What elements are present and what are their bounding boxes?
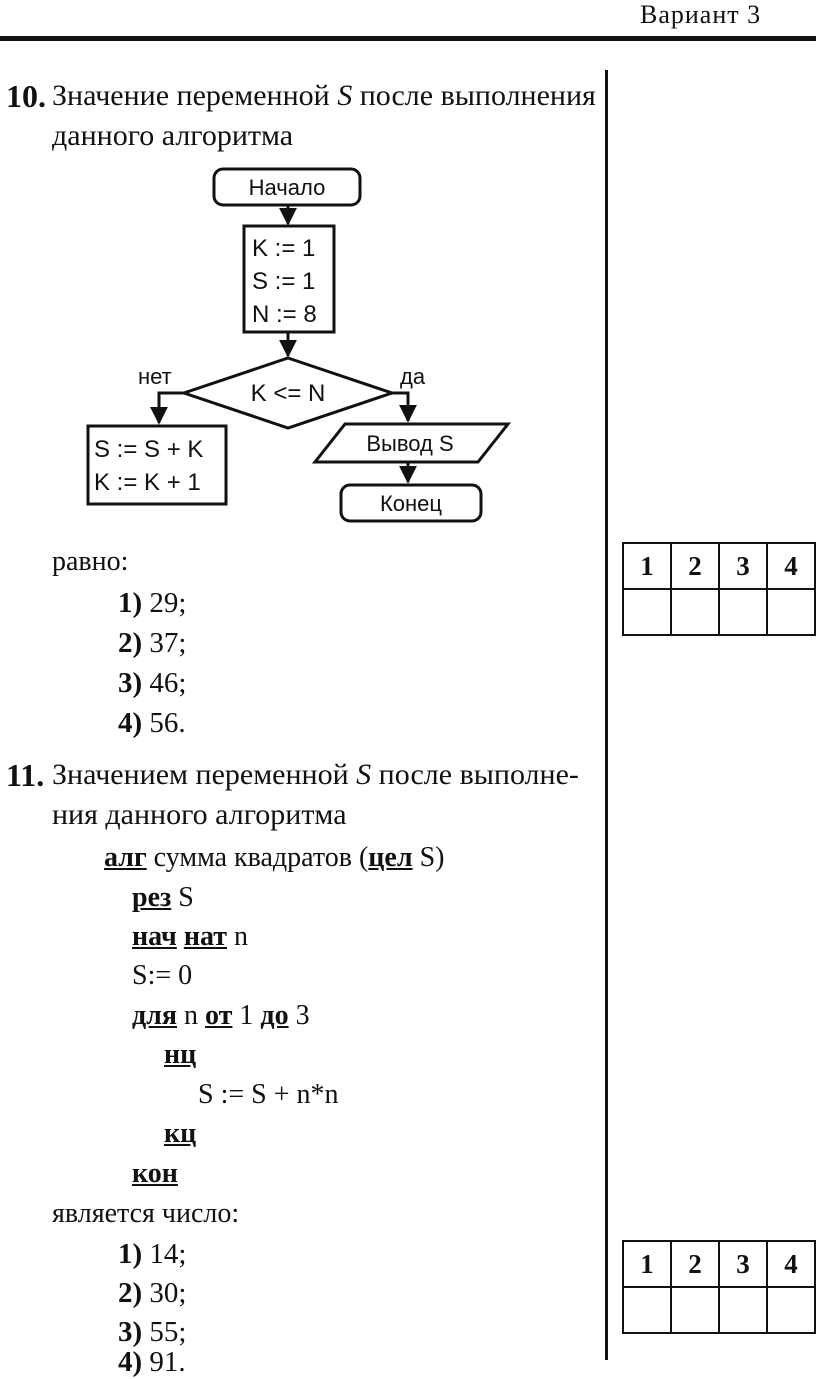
flowchart-init-line-3: N := 8 [252, 301, 317, 328]
code-line-body: S := S + n*n [198, 1079, 339, 1110]
question-10-text-line2: данного алгоритма [52, 119, 294, 152]
code-line-for [132, 1000, 310, 1032]
flowchart-no-label: нет [138, 364, 172, 389]
flowchart-output-text: Вывод S [366, 431, 454, 456]
flowchart-loop-line-1: S := S + K [94, 436, 204, 463]
grid-header-cell: 4 [767, 543, 815, 589]
option-value: 29; [149, 587, 187, 619]
question-11-var: S [356, 758, 372, 791]
flowchart-yes-label: да [400, 364, 426, 389]
grid-answer-cell[interactable] [671, 589, 719, 635]
question-10-answer-grid [622, 542, 816, 636]
question-11-text [52, 755, 607, 835]
code-text: S) [412, 842, 445, 873]
grid-answer-cell[interactable] [719, 589, 767, 635]
code-line-nach [132, 921, 248, 953]
question-10-text-post: после выполнения [352, 79, 596, 112]
flowchart-end-text: Конец [379, 491, 443, 516]
grid-header-cell: 2 [671, 543, 719, 589]
keyword-alg: алг [104, 842, 147, 873]
code-text: 3 [288, 1000, 310, 1031]
code-line-nc [164, 1039, 196, 1071]
code-text: S [171, 882, 194, 913]
question-11-text-pre: Значением переменной [52, 758, 357, 791]
grid-answer-cell[interactable] [623, 589, 671, 635]
grid-header-cell: 4 [767, 1241, 815, 1287]
code-text: 1 [232, 1000, 261, 1031]
question-10-number: 10. [6, 78, 46, 114]
question-11-option-4[interactable] [118, 1346, 186, 1379]
code-text: сумма квадратов ( [146, 842, 369, 873]
code-line-init: S:= 0 [132, 960, 193, 991]
keyword-cel: цел [368, 842, 413, 873]
question-11-option-3[interactable] [118, 1316, 186, 1349]
question-10-option-2[interactable] [118, 627, 186, 660]
flowchart-condition-text: K <= N [250, 380, 326, 407]
keyword-nach: нач [132, 921, 177, 952]
question-11-answer-grid [622, 1240, 816, 1334]
grid-header-cell: 1 [623, 543, 671, 589]
question-10-option-4[interactable] [118, 707, 186, 740]
option-number: 3) [118, 1316, 143, 1348]
question-10-option-1[interactable] [118, 587, 186, 620]
keyword-nat: нат [183, 921, 227, 952]
keyword-nc: нц [164, 1039, 197, 1070]
flowchart-loop-line-2: K := K + 1 [94, 469, 201, 496]
question-10-text-pre: Значение переменной [52, 79, 338, 112]
question-11-text-post: после выполне- [371, 758, 579, 791]
grid-answer-cell[interactable] [767, 1287, 815, 1333]
question-11-answer-label: является число: [52, 1198, 240, 1229]
option-number: 1) [118, 587, 143, 619]
option-value: 30; [149, 1277, 187, 1309]
option-number: 1) [118, 1238, 143, 1270]
grid-answer-cell[interactable] [719, 1287, 767, 1333]
code-line-kc [164, 1118, 196, 1150]
code-text: n [226, 921, 248, 952]
keyword-ot: от [205, 1000, 233, 1031]
option-value: 46; [149, 667, 187, 699]
option-number: 3) [118, 667, 143, 699]
question-10-answer-label: равно: [52, 546, 129, 577]
grid-answer-cell[interactable] [767, 589, 815, 635]
grid-answer-cell[interactable] [623, 1287, 671, 1333]
grid-header-cell: 3 [719, 543, 767, 589]
option-number: 4) [118, 707, 143, 739]
keyword-dlya: для [132, 1000, 178, 1031]
option-number: 2) [118, 1277, 143, 1309]
question-11-option-1[interactable] [118, 1238, 186, 1271]
keyword-kc: кц [164, 1118, 197, 1149]
option-value: 14; [149, 1238, 187, 1270]
question-11-number: 11. [6, 757, 45, 793]
code-line-alg [104, 842, 444, 874]
flowchart-init-line-2: S := 1 [252, 268, 316, 295]
option-value: 56. [149, 707, 186, 739]
code-line-rez [132, 882, 194, 914]
question-11-text-line2: ния данного алгоритма [52, 798, 347, 831]
keyword-kon: кон [132, 1158, 178, 1189]
page-header-label: Вариант 3 [640, 0, 762, 29]
keyword-rez: рез [132, 882, 172, 913]
grid-answer-cell[interactable] [671, 1287, 719, 1333]
flowchart-init-line-1: K := 1 [252, 235, 316, 262]
question-10-var: S [337, 79, 353, 112]
option-value: 37; [149, 627, 187, 659]
code-line-kon [132, 1158, 178, 1190]
option-value: 91. [149, 1346, 186, 1378]
option-number: 4) [118, 1346, 143, 1378]
question-10-option-3[interactable] [118, 667, 186, 700]
grid-header-cell: 2 [671, 1241, 719, 1287]
grid-header-cell: 1 [623, 1241, 671, 1287]
question-11-option-2[interactable] [118, 1277, 186, 1310]
option-value: 55; [149, 1316, 187, 1348]
flowchart-start-text: Начало [248, 175, 326, 200]
code-text: n [177, 1000, 206, 1031]
grid-header-cell: 3 [719, 1241, 767, 1287]
keyword-do: до [260, 1000, 289, 1031]
option-number: 2) [118, 627, 143, 659]
